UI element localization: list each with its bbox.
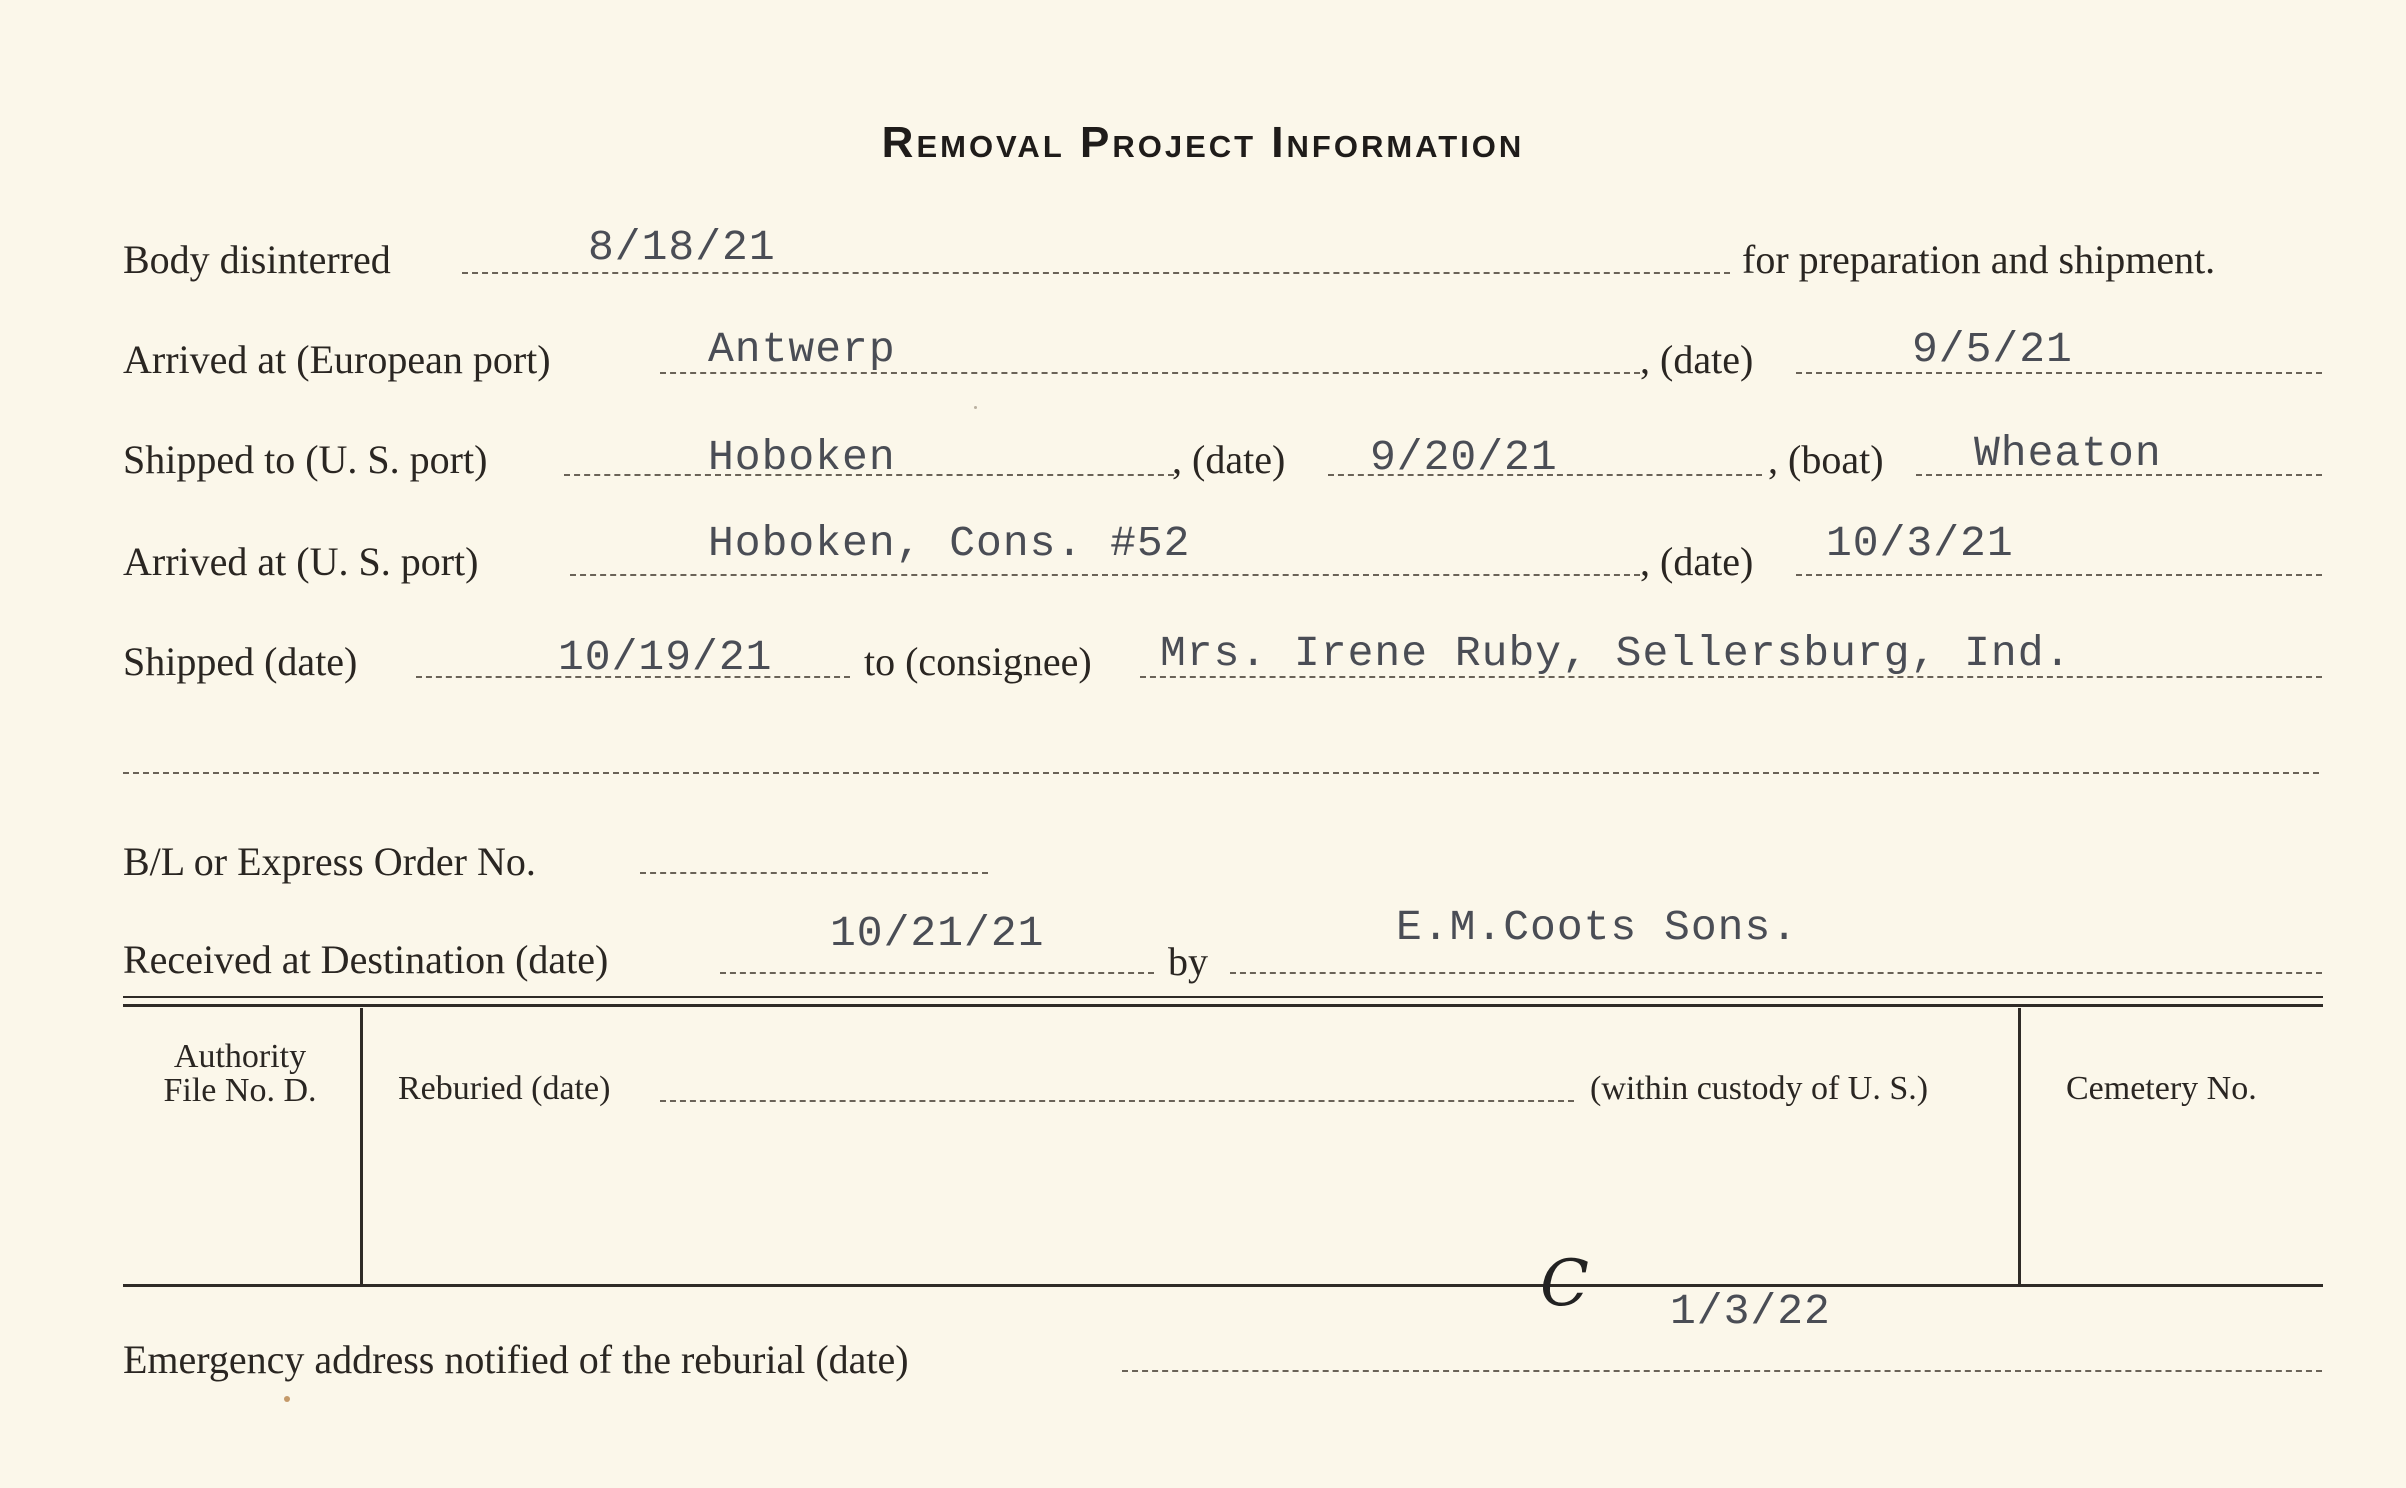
consignee-label: to (consignee): [864, 639, 1092, 684]
box-bottom-rule: [123, 1284, 2323, 1287]
shipped-us-date-value: 9/20/21: [1370, 433, 1558, 482]
arrived-us-date-value: 10/3/21: [1826, 519, 2014, 568]
emergency-handwritten-mark: C: [1540, 1247, 1589, 1321]
body-disinterred-value: 8/18/21: [588, 223, 776, 272]
arrived-eu-label: Arrived at (European port): [123, 337, 551, 382]
paper-speck: [284, 1396, 290, 1402]
received-value: 10/21/21: [830, 909, 1045, 958]
authority-label-line1: Authority: [173, 1038, 307, 1075]
shipped-us-date-label: , (date): [1172, 437, 1286, 482]
shipped-us-boat-label: , (boat): [1768, 437, 1884, 482]
arrived-eu-date-value: 9/5/21: [1912, 325, 2073, 374]
bl-line: [640, 872, 988, 874]
received-label: Received at Destination (date): [123, 937, 609, 982]
body-disinterred-suffix: for preparation and shipment.: [1742, 237, 2216, 282]
shipped-us-label: Shipped to (U. S. port): [123, 437, 488, 482]
box-divider-left: [360, 1008, 363, 1284]
reburied-label: Reburied (date): [398, 1070, 611, 1107]
shipped-date-label: Shipped (date): [123, 639, 358, 684]
custody-label: (within custody of U. S.): [1590, 1070, 1929, 1107]
consignee-value: Mrs. Irene Ruby, Sellersburg, Ind.: [1160, 629, 2072, 678]
card-title: Removal Project Information: [881, 118, 1525, 167]
shipped-date-value: 10/19/21: [558, 633, 773, 682]
reburied-line: [660, 1100, 1574, 1102]
body-disinterred-line: [462, 272, 1730, 274]
arrived-us-line: [570, 574, 1640, 576]
arrived-us-label: Arrived at (U. S. port): [123, 539, 479, 584]
arrived-eu-date-label: , (date): [1640, 337, 1754, 382]
arrived-eu-value: Antwerp: [708, 325, 896, 374]
arrived-us-date-label: , (date): [1640, 539, 1754, 584]
authority-label-line2: File No. D.: [163, 1072, 317, 1109]
received-by-label: by: [1168, 939, 1208, 984]
shipped-us-value: Hoboken: [708, 433, 896, 482]
emergency-value: 1/3/22: [1670, 1287, 1831, 1336]
blank-line: [123, 772, 2319, 774]
cemetery-label: Cemetery No.: [2066, 1070, 2257, 1107]
received-line: [720, 972, 1154, 974]
emergency-line: [1122, 1370, 2322, 1372]
paper-speck: [974, 406, 977, 409]
received-by-value: E.M.Coots Sons.: [1396, 903, 1799, 952]
body-disinterred-label: Body disinterred: [123, 237, 391, 282]
box-top-rule-1: [123, 996, 2323, 998]
arrived-us-value: Hoboken, Cons. #52: [708, 519, 1191, 568]
arrived-us-date-line: [1796, 574, 2322, 576]
emergency-label: Emergency address notified of the reburial (date): [123, 1337, 909, 1382]
bl-label: B/L or Express Order No.: [123, 839, 536, 884]
box-divider-right: [2018, 1008, 2021, 1284]
received-by-line: [1230, 972, 2322, 974]
shipped-us-boat-value: Wheaton: [1974, 429, 2162, 478]
box-top-rule-2: [123, 1004, 2323, 1007]
